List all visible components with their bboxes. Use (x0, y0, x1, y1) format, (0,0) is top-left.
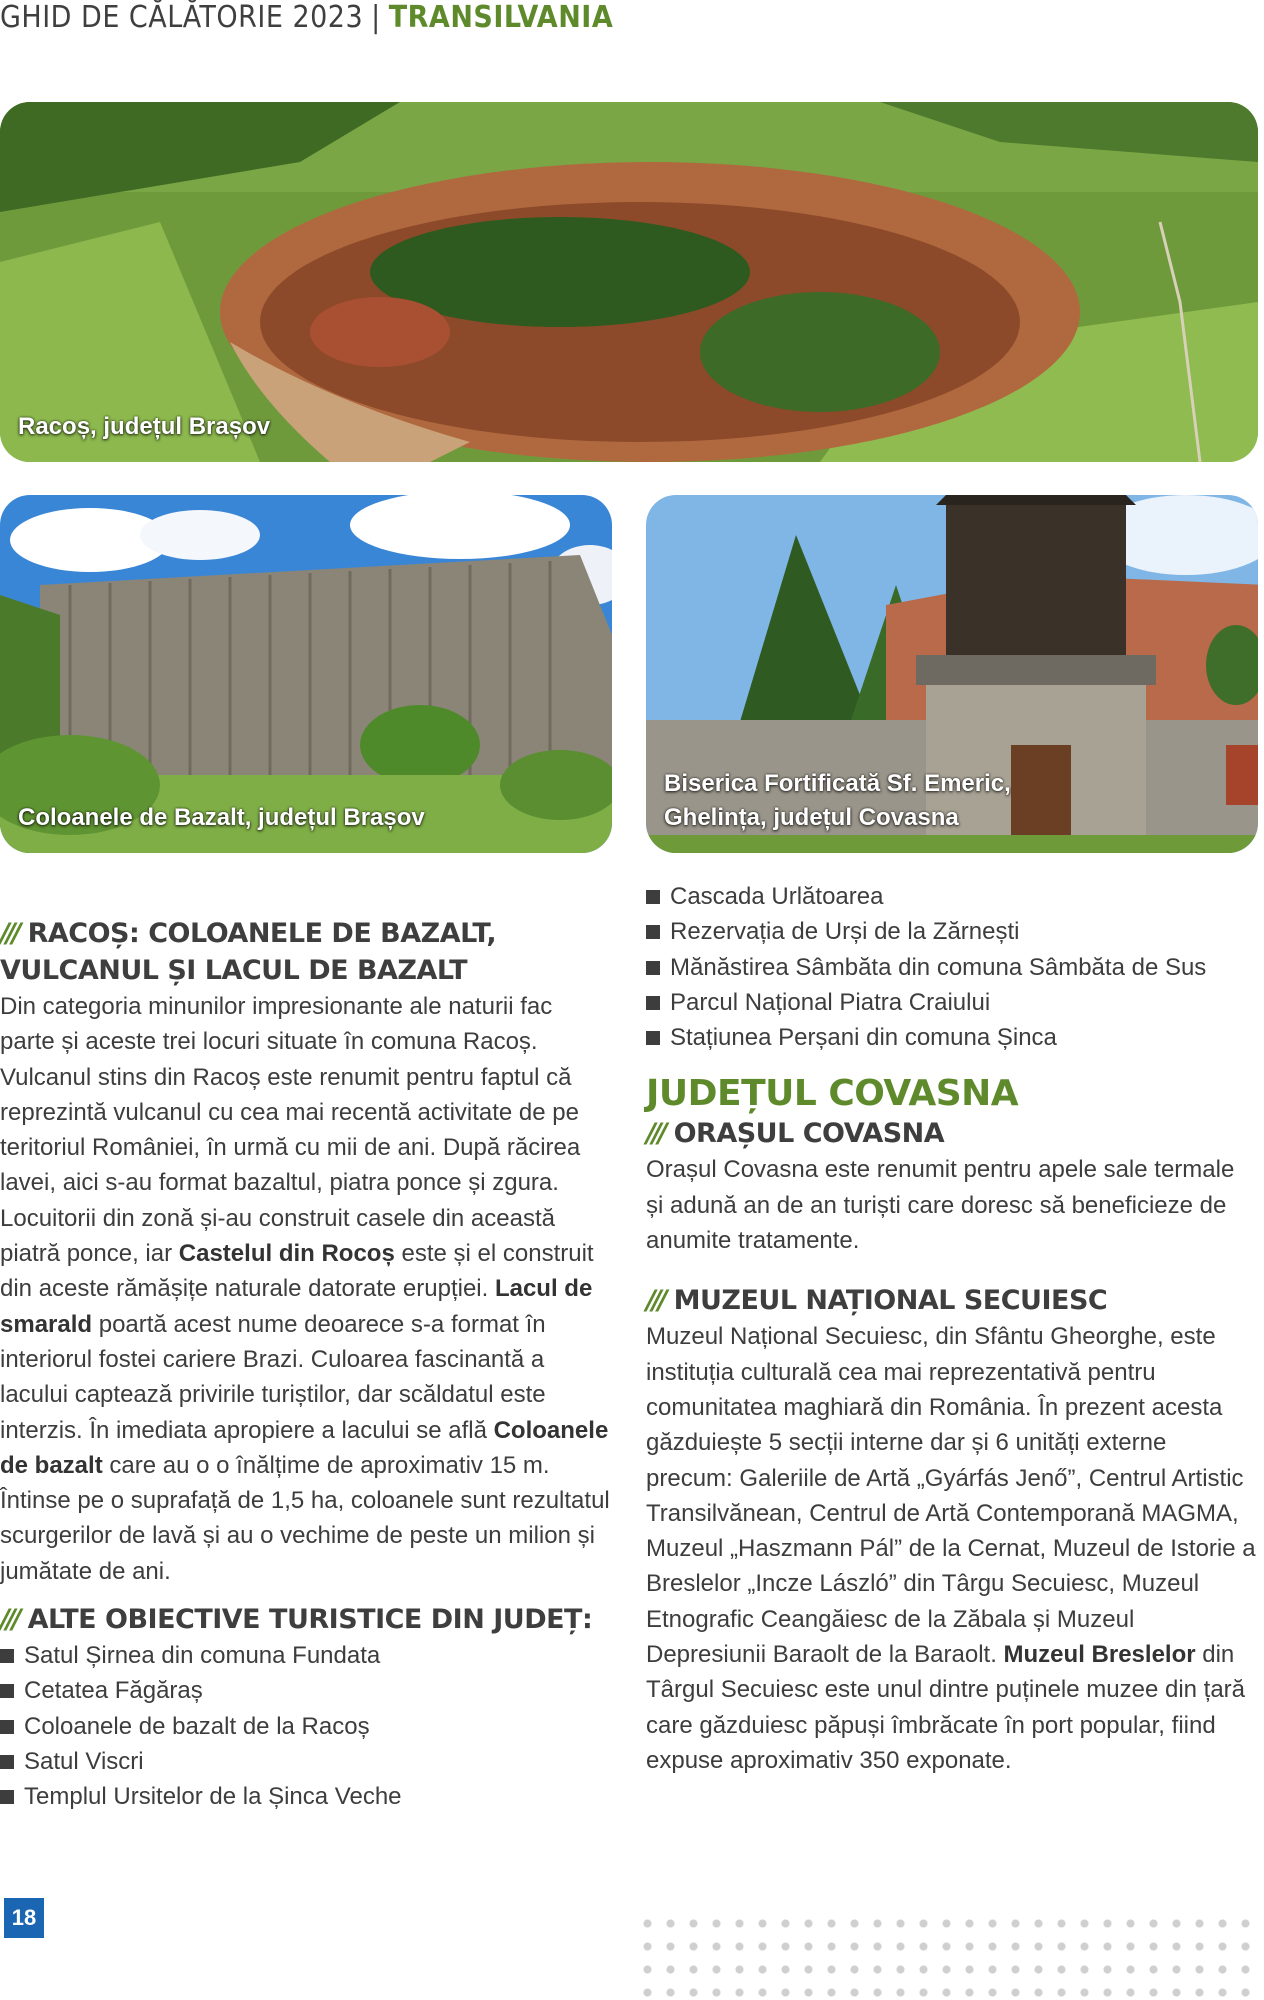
bold-coloanele: Coloanele de bazalt (0, 1416, 609, 1479)
photo-basalt-columns (0, 495, 612, 853)
list-item: Satul Viscri (0, 1744, 612, 1779)
photo-caption: Racoș, județul Brașov (18, 413, 271, 440)
list-item: Rezervația de Urși de la Zărnești (646, 914, 1258, 949)
list-item: Satul Șirnea din comuna Fundata (0, 1638, 612, 1673)
section-title-line-2: VULCANUL ȘI LACUL DE BAZALT (0, 955, 468, 986)
photo-caption-line-1: Biserica Fortificată Sf. Emeric, (664, 770, 1011, 797)
county-title: JUDEȚUL COVASNA (646, 1073, 1019, 1115)
bold-muzeul-breslelor: Muzeul Breslelor (1003, 1641, 1196, 1669)
slashes-decoration: /// (646, 1285, 664, 1317)
list-item: Cetatea Făgăraș (0, 1673, 612, 1708)
objectives-list-continued (646, 879, 1258, 1055)
slashes-decoration: /// (646, 1118, 664, 1150)
section-title-other-objectives (0, 1601, 612, 1638)
section-title-covasna-town (646, 1115, 1258, 1152)
dot-pattern-decoration (636, 1912, 1264, 2000)
section-title-line-1: RACOȘ: COLOANELE DE BAZALT, (27, 918, 497, 949)
objectives-list (0, 1638, 612, 1814)
photo-fortified-church (646, 495, 1258, 853)
photo-caption: Coloanele de Bazalt, județul Brașov (18, 804, 425, 831)
section-title-text: ORAȘUL COVASNA (673, 1118, 945, 1150)
slashes-decoration: /// (0, 1604, 18, 1636)
section-title-racos (0, 915, 612, 989)
section-title-text: MUZEUL NAȚIONAL SECUIESC (673, 1285, 1108, 1317)
section-title-text: ALTE OBIECTIVE TURISTICE DIN JUDEȚ: (27, 1604, 593, 1636)
running-header (0, 0, 613, 40)
region-title: TRANSILVANIA (388, 0, 614, 35)
photo-caption-line-2: Ghelința, județul Covasna (664, 804, 959, 831)
museum-paragraph: Muzeul Național Secuiesc, din Sfântu Gheorghe, este instituția culturală cea mai reprezentativă pentru comunitatea maghiară din România. În prezent acesta găzduiește 5 secții interne dar și 6 unități externe precum: Galeriile de Artă „Gyárfás Jenő”, Centrul Artistic Transilvănean, Centrul de Artă Contemporană MAGMA, Muzeul „Haszmann Pál” de la Cernat, Muzeul de Istorie a Breslelor „Incze László” din Târgu Secuiesc, Muzeul Etnografic Ceangăiesc de la Zăbala și Muzeul Depresiunii Baraolt de la Baraolt. Muzeul Breslelor din Târgul Secuiesc este unul dintre puținele muzee din țară care găzduiesc păpuși îmbrăcate în port popular, fiind expuse aproximativ 350 exponate. (646, 1323, 1256, 1774)
right-column (646, 879, 1258, 1778)
header-separator: | (371, 0, 381, 35)
photo-racos-crater (0, 102, 1258, 462)
page-number: 18 (4, 1898, 44, 1938)
list-item: Stațiunea Perșani din comuna Șinca (646, 1020, 1258, 1055)
guide-title: GHID DE CĂLĂTORIE 2023 (0, 0, 364, 35)
left-column (0, 915, 612, 1815)
bold-castelul: Castelul din Rocoș (178, 1240, 395, 1268)
basalt-columns-image (0, 495, 612, 853)
crater-image (0, 102, 1258, 462)
slashes-decoration: /// (0, 918, 18, 949)
list-item: Mănăstirea Sâmbăta din comuna Sâmbăta de Sus (646, 950, 1258, 985)
list-item: Cascada Urlătoarea (646, 879, 1258, 914)
bold-lacul: Lacul de smarald (0, 1275, 593, 1338)
list-item: Parcul Național Piatra Craiului (646, 985, 1258, 1020)
covasna-paragraph: Orașul Covasna este renumit pentru apele sale termale și adună an de an turiști care doresc să beneficieze de anumite tratamente. (646, 1156, 1235, 1255)
section-title-museum (646, 1282, 1258, 1319)
racos-paragraph: Din categoria minunilor impresionante ale naturii fac parte și aceste trei locuri situate în comuna Racoș. Vulcanul stins din Racoș este renumit pentru faptul că reprezintă vulcanul cu cea mai recentă activitate de pe teritoriul României, în urmă cu mii de ani. După răcirea lavei, aici s-au format bazaltul, piatra ponce și zgura. Locuitorii din zonă și-au construit casele din această piatră ponce, iar Castelul din Rocoș este și el construit din aceste rămășițe naturale datorate erupției. Lacul de smarald poartă acest nume deoarece s-a format în interiorul fostei cariere Brazi. Culoarea fascinantă a lacului captează privirile turiștilor, dar scăldatul este interzis. În imediata apropiere a lacului se află Coloanele de bazalt care au o o înălțime de aproximativ 15 m. Întinse pe o suprafață de 1,5 ha, coloanele sunt rezultatul scurgerilor de lavă și au o vechime de peste un milion și jumătate de ani. (0, 993, 610, 1585)
list-item: Templul Ursitelor de la Șinca Veche (0, 1779, 612, 1814)
list-item: Coloanele de bazalt de la Racoș (0, 1709, 612, 1744)
